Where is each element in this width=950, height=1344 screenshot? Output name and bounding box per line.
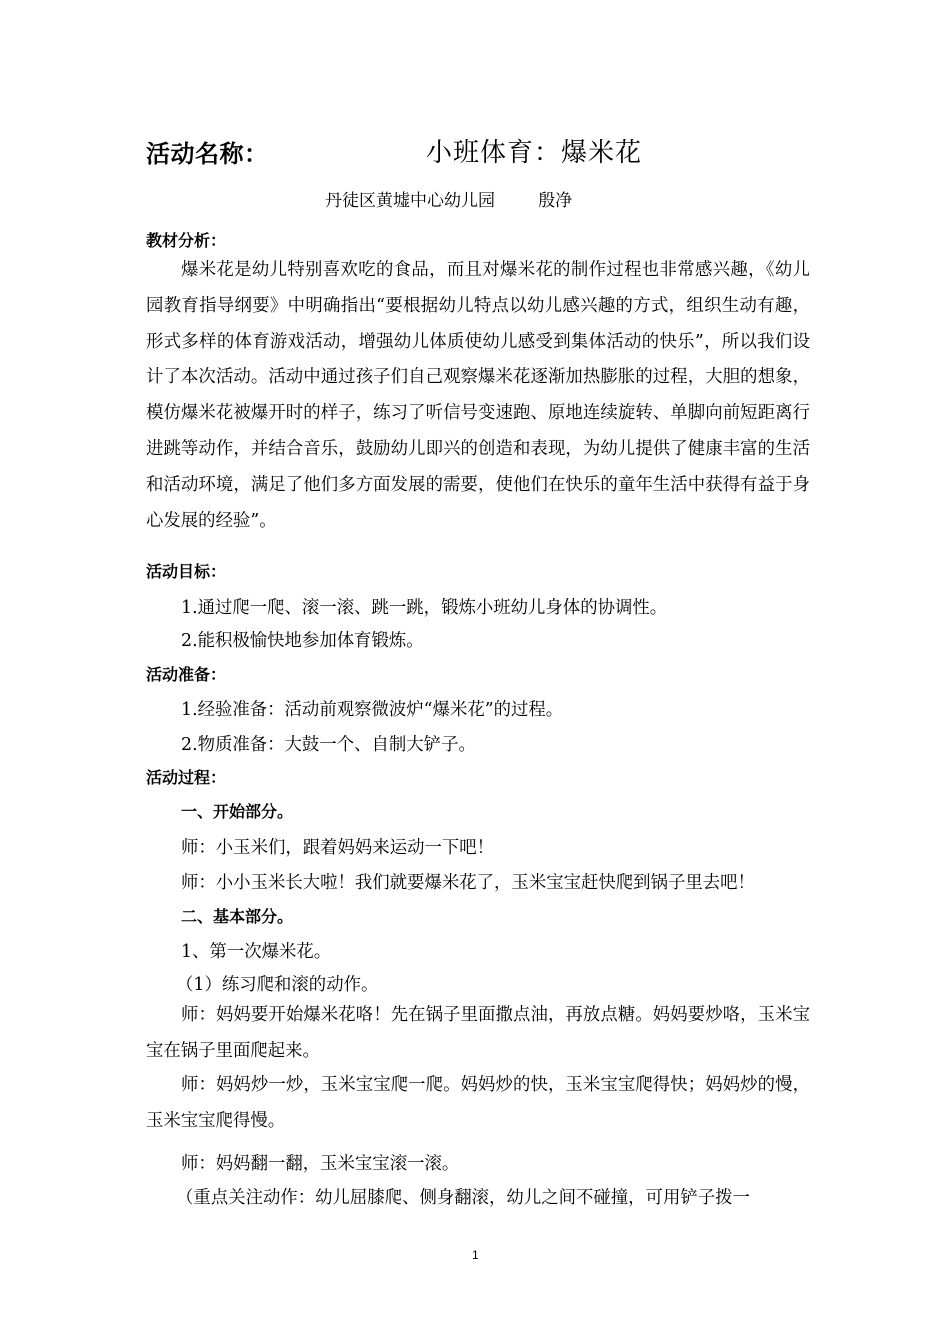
dialogue-line-3: 师：妈妈翻一翻，玉米宝宝滚一滚。 <box>181 1154 460 1174</box>
part-one-heading: 一、开始部分。 <box>181 802 294 821</box>
goal-item-1: 1.通过爬一爬、滚一滚、跳一跳，锻炼小班幼儿身体的协调性。 <box>181 598 668 618</box>
activity-title: 小班体育：爆米花 <box>426 138 643 168</box>
paragraph-speed: 师：妈妈炒一炒，玉米宝宝爬一爬。妈妈炒的快，玉米宝宝爬得快；妈妈炒的慢，玉米宝宝爬得慢。 <box>146 1075 810 1131</box>
page-number: 1 <box>472 1248 479 1262</box>
preparation-item-1: 1.经验准备：活动前观察微波炉“爆米花”的过程。 <box>181 700 564 720</box>
title-row <box>146 130 806 170</box>
analysis-heading: 教材分析： <box>146 231 227 250</box>
analysis-paragraph: 爆米花是幼儿特别喜欢吃的食品，而且对爆米花的制作过程也非常感兴趣，《幼儿园教育指导纲要》中明确指出“要根据幼儿特点以幼儿感兴趣的方式，组织生动有趣，形式多样的体育游戏活动，增强幼儿体质使幼儿感受到集体活动的快乐”，所以我们设计了本次活动。活动中通过孩子们自己观察爆米花逐渐加热膨胀的过程，大胆的想象，模仿爆米花被爆开时的样子，练习了听信号变速跑、原地连续旋转、单脚向前短距离行进跳等动作，并结合音乐，鼓励幼儿即兴的创造和表现，为幼儿提供了健康丰富的生活和活动环境，满足了他们多方面发展的需要，使他们在快乐的童年生活中获得有益于身心发展的经验”。 <box>146 260 810 531</box>
dialogue-line-1: 师：小玉米们，跟着妈妈来运动一下吧！ <box>181 838 495 858</box>
goals-heading: 活动目标： <box>146 562 227 581</box>
step-line-1: 1、第一次爆米花。 <box>181 942 332 962</box>
preparation-heading: 活动准备： <box>146 665 227 684</box>
note-line: （重点关注动作：幼儿屈膝爬、侧身翻滚，幼儿之间不碰撞，可用铲子拨一 <box>176 1188 750 1208</box>
activity-name-label: 活动名称： <box>146 140 269 168</box>
paragraph-stir: 师：妈妈要开始爆米花咯！先在锅子里面撒点油，再放点糖。妈妈要炒咯，玉米宝宝在锅子里面爬起来。 <box>146 1005 810 1061</box>
part-two-heading: 二、基本部分。 <box>181 907 294 926</box>
goal-item-2: 2.能积极愉快地参加体育锻炼。 <box>181 631 424 651</box>
process-heading: 活动过程： <box>146 768 227 787</box>
preparation-item-2: 2.物质准备：大鼓一个、自制大铲子。 <box>181 735 476 755</box>
author-line: 丹徒区黄墟中心幼儿园 殷净 <box>325 191 573 211</box>
dialogue-line-2: 师：小小玉米长大啦！我们就要爆米花了，玉米宝宝赶快爬到锅子里去吧！ <box>181 873 755 893</box>
step-line-2: （1）练习爬和滚的动作。 <box>176 975 379 995</box>
